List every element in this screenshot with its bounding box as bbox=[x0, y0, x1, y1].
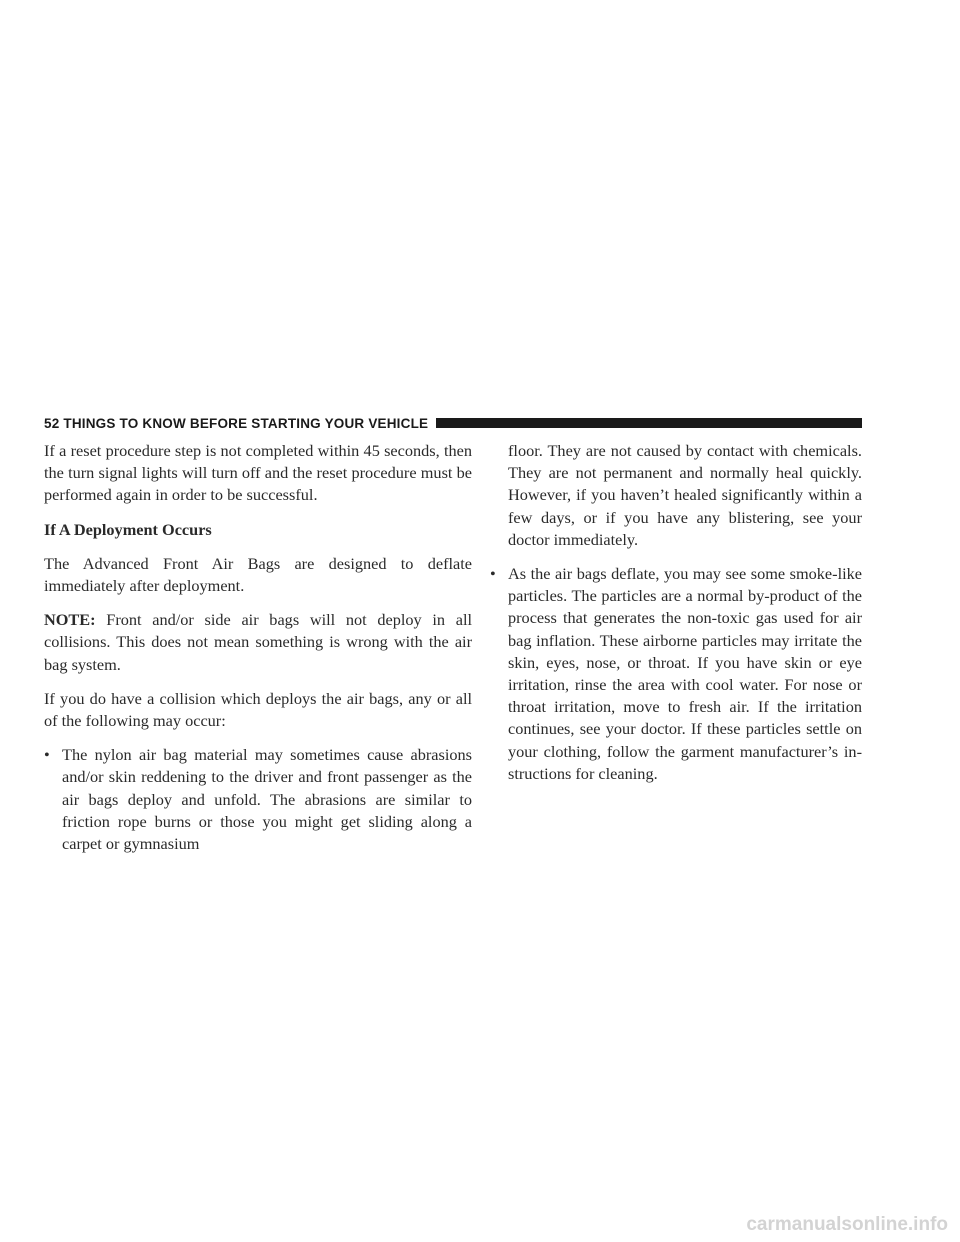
list-item-text: As the air bags deflate, you may see some smoke-like particles. The particles are a normal by-product of the process that generates the non-toxic gas used for air bag inflation. These airborne particles may irritate the skin, eyes, nose, or throat. If you have skin or eye irritation, rinse the area with cool water. For nose or throat irritation, move to fresh air. If the irritation continues, see your doctor. If these particles settle on your clothing, follow the garment manufacturer’s in- structions for cleaning. bbox=[508, 564, 862, 783]
bullet-icon: • bbox=[44, 745, 50, 765]
bullet-icon: • bbox=[490, 564, 496, 584]
list-item bbox=[490, 563, 862, 785]
effects-list bbox=[44, 744, 472, 855]
section-heading: If A Deployment Occurs bbox=[44, 519, 212, 539]
deflate-paragraph: The Advanced Front Air Bags are designed to deflate immediately after deployment. bbox=[44, 553, 472, 596]
collision-paragraph: If you do have a collision which deploys the air bags, any or all of the following may occur: bbox=[44, 688, 472, 731]
left-column bbox=[44, 440, 472, 867]
effects-list-continued bbox=[490, 563, 862, 785]
page-header-title: 52 THINGS TO KNOW BEFORE STARTING YOUR VEHICLE bbox=[44, 415, 429, 431]
list-item-text: The nylon air bag material may sometimes cause abrasions and/or skin reddening to the driver and front passenger as the air bags deploy and unfold. The abrasions are similar to friction rope burns or those you might get sliding along a carpet or gymnasium bbox=[62, 745, 472, 854]
note-label: NOTE: bbox=[44, 610, 96, 630]
watermark: carmanualsonline.info bbox=[746, 1214, 948, 1235]
list-item-continuation: floor. They are not caused by contact with chemicals. They are not permanent and normally heal quickly. However, if you haven’t healed significantly within a few days, or if you have any blistering, see your doctor immediately. bbox=[508, 441, 862, 549]
note-text: Front and/or side air bags will not deploy in all collisions. This does not mean something is wrong with the air bag system. bbox=[44, 610, 472, 674]
page-header bbox=[44, 415, 862, 431]
right-column bbox=[490, 440, 862, 797]
list-item bbox=[44, 744, 472, 855]
note-paragraph bbox=[44, 609, 472, 676]
reset-paragraph: If a reset procedure step is not completed within 45 seconds, then the turn signal lights will turn off and the reset procedure must be performed again in order to be successful. bbox=[44, 441, 472, 505]
header-rule bbox=[436, 418, 862, 428]
